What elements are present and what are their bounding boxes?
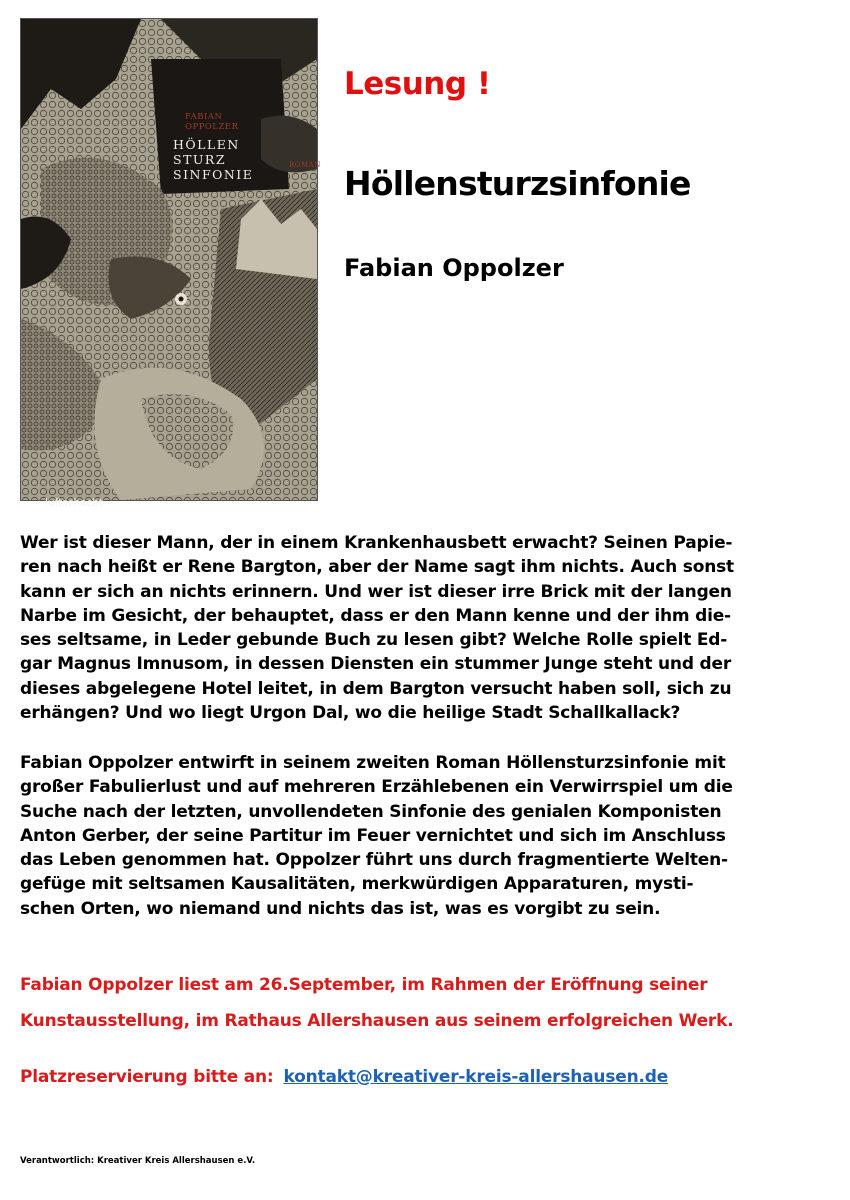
cover-title: HÖLLEN STURZ SINFONIE xyxy=(173,137,254,182)
description-paragraph-1: Wer ist dieser Mann, der in einem Krankenhausbett erwacht? Seinen Papie- ren nach heißt er Rene Bargton, aber der Name sagt ihm nichts. Auch sonst kann er sich an nichts erinnern. Und wer ist dieser irre Brick mit der langen Narbe im Gesicht, der behauptet, dass er den Mann kenne und der ihm die- ses seltsame, in Leder gebunde Buch zu lesen gibt? Welche Rolle spielt Ed- gar Magnus Imnusom, in dessen Diensten ein stummer Junge steht und der dieses abgelegene Hotel leitet, in dem Bargton versucht haben soll, sich zu erhängen? Und wo liegt Urgon Dal, wo die heilige Stadt Schallkallack? xyxy=(20,533,734,724)
footer-responsible: Verantwortlich: Kreativer Kreis Allershausen e.V. xyxy=(20,1156,256,1166)
cover-author: FABIAN OPPOLZER xyxy=(185,112,239,132)
event-heading: Lesung ! xyxy=(344,66,491,102)
author-heading: Fabian Oppolzer xyxy=(344,254,564,282)
cover-illustration xyxy=(21,19,317,500)
description-paragraph-2: Fabian Oppolzer entwirft in seinem zweiten Roman Höllensturzsinfonie mit großer Fabulierlust und auf mehreren Erzählebenen ein Verwirrspiel um die Suche nach der letzten, unvollendeten Sinfonie des genialen Komponisten Anton Gerber, der seine Partitur im Feuer vernichtet und sich im Anschluss das Leben genommen hat. Oppolzer führt uns durch fragmentierte Welten- gefüge mit seltsamen Kausalitäten, merkwürdigen Apparaturen, mysti- schen Orten, wo niemand und nichts das ist, was es vorgibt zu sein. xyxy=(20,753,733,919)
event-info: Fabian Oppolzer liest am 26.September, im Rahmen der Eröffnung seiner Kunstausstellung, im Rathaus Allershausen aus seinem erfolgreichen Werk. xyxy=(20,975,734,1031)
cover-publisher: luftschacht xyxy=(45,497,104,509)
reservation-line xyxy=(20,1067,668,1087)
reservation-label: Platzreservierung bitte an: xyxy=(20,1067,274,1087)
reservation-email-link[interactable]: kontakt@kreativer-kreis-allershausen.de xyxy=(283,1067,669,1087)
book-cover xyxy=(20,18,321,509)
cover-genre: ROMAN xyxy=(289,161,321,169)
book-title-heading: Höllensturzsinfonie xyxy=(344,164,691,203)
